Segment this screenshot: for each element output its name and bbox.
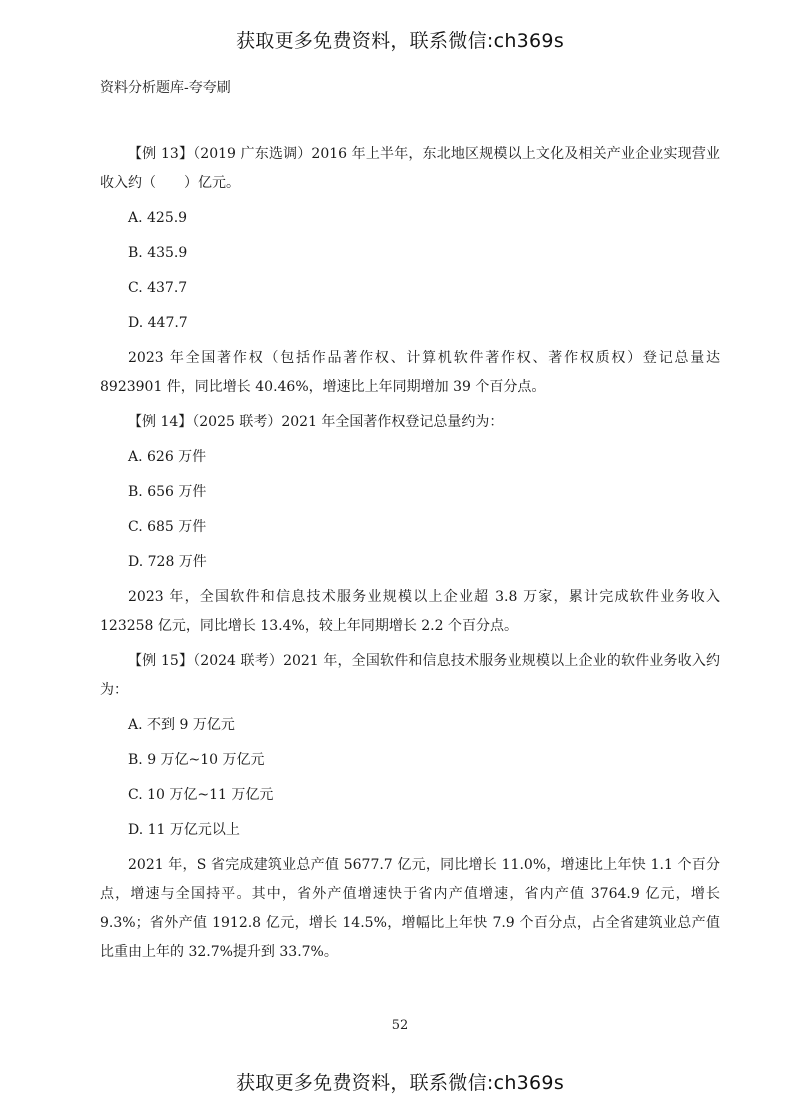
page-number: 52 — [391, 1018, 409, 1033]
material-copyright: 2023 年全国著作权（包括作品著作权、计算机软件著作权、著作权质权）登记总量达 8923901 件，同比增长 40.46%，增速比上年同期增加 39 个百分点。 — [100, 350, 720, 395]
question-14-option-c: C. 685 万件 — [128, 519, 207, 535]
document-body — [100, 140, 720, 973]
material-software: 2023 年，全国软件和信息技术服务业规模以上企业超 3.8 万家，累计完成软件业务收入 123258 亿元，同比增长 13.4%，较上年同期增长 2.2 个百分点。 — [100, 589, 720, 634]
question-15-option-c: C. 10 万亿~11 万亿元 — [128, 787, 274, 803]
document-subheader: 资料分析题库-夸夸刷 — [100, 80, 231, 96]
question-13-option-c: C. 437.7 — [128, 280, 188, 296]
question-15-option-b: B. 9 万亿~10 万亿元 — [128, 752, 265, 768]
question-14-stem: 【例 14】（2025 联考）2021 年全国著作权登记总量约为： — [128, 414, 504, 430]
question-13-option-d: D. 447.7 — [128, 315, 188, 331]
watermark-top: 获取更多免费资料，联系微信:ch369s — [235, 30, 565, 52]
watermark-bottom: 获取更多免费资料，联系微信:ch369s — [235, 1072, 565, 1094]
material-construction: 2021 年，S 省完成建筑业总产值 5677.7 亿元，同比增长 11.0%，增速比上年快 1.1 个百分点，增速与全国持平。其中，省外产值增速快于省内产值增速，省内产值 3764.9 亿元，增长 9.3%；省外产值 1912.8 亿元，增长 14.5%，增幅比上年快 7.9 个百分点，占全省建筑业总产值比重由上年的 32.7%提升到 33.7%。 — [100, 857, 720, 960]
question-15-stem: 【例 15】（2024 联考）2021 年，全国软件和信息技术服务业规模以上企业的软件业务收入约为： — [100, 653, 720, 698]
question-13-option-b: B. 435.9 — [128, 245, 188, 261]
question-14-option-d: D. 728 万件 — [128, 554, 207, 570]
question-14-option-b: B. 656 万件 — [128, 484, 207, 500]
question-15-option-a: A. 不到 9 万亿元 — [128, 717, 235, 733]
question-15-option-d: D. 11 万亿元以上 — [128, 822, 240, 838]
question-13-stem: 【例 13】（2019 广东选调）2016 年上半年，东北地区规模以上文化及相关产业企业实现营业收入约（ ）亿元。 — [100, 146, 720, 191]
question-13-option-a: A. 425.9 — [128, 210, 188, 226]
question-14-option-a: A. 626 万件 — [128, 449, 207, 465]
